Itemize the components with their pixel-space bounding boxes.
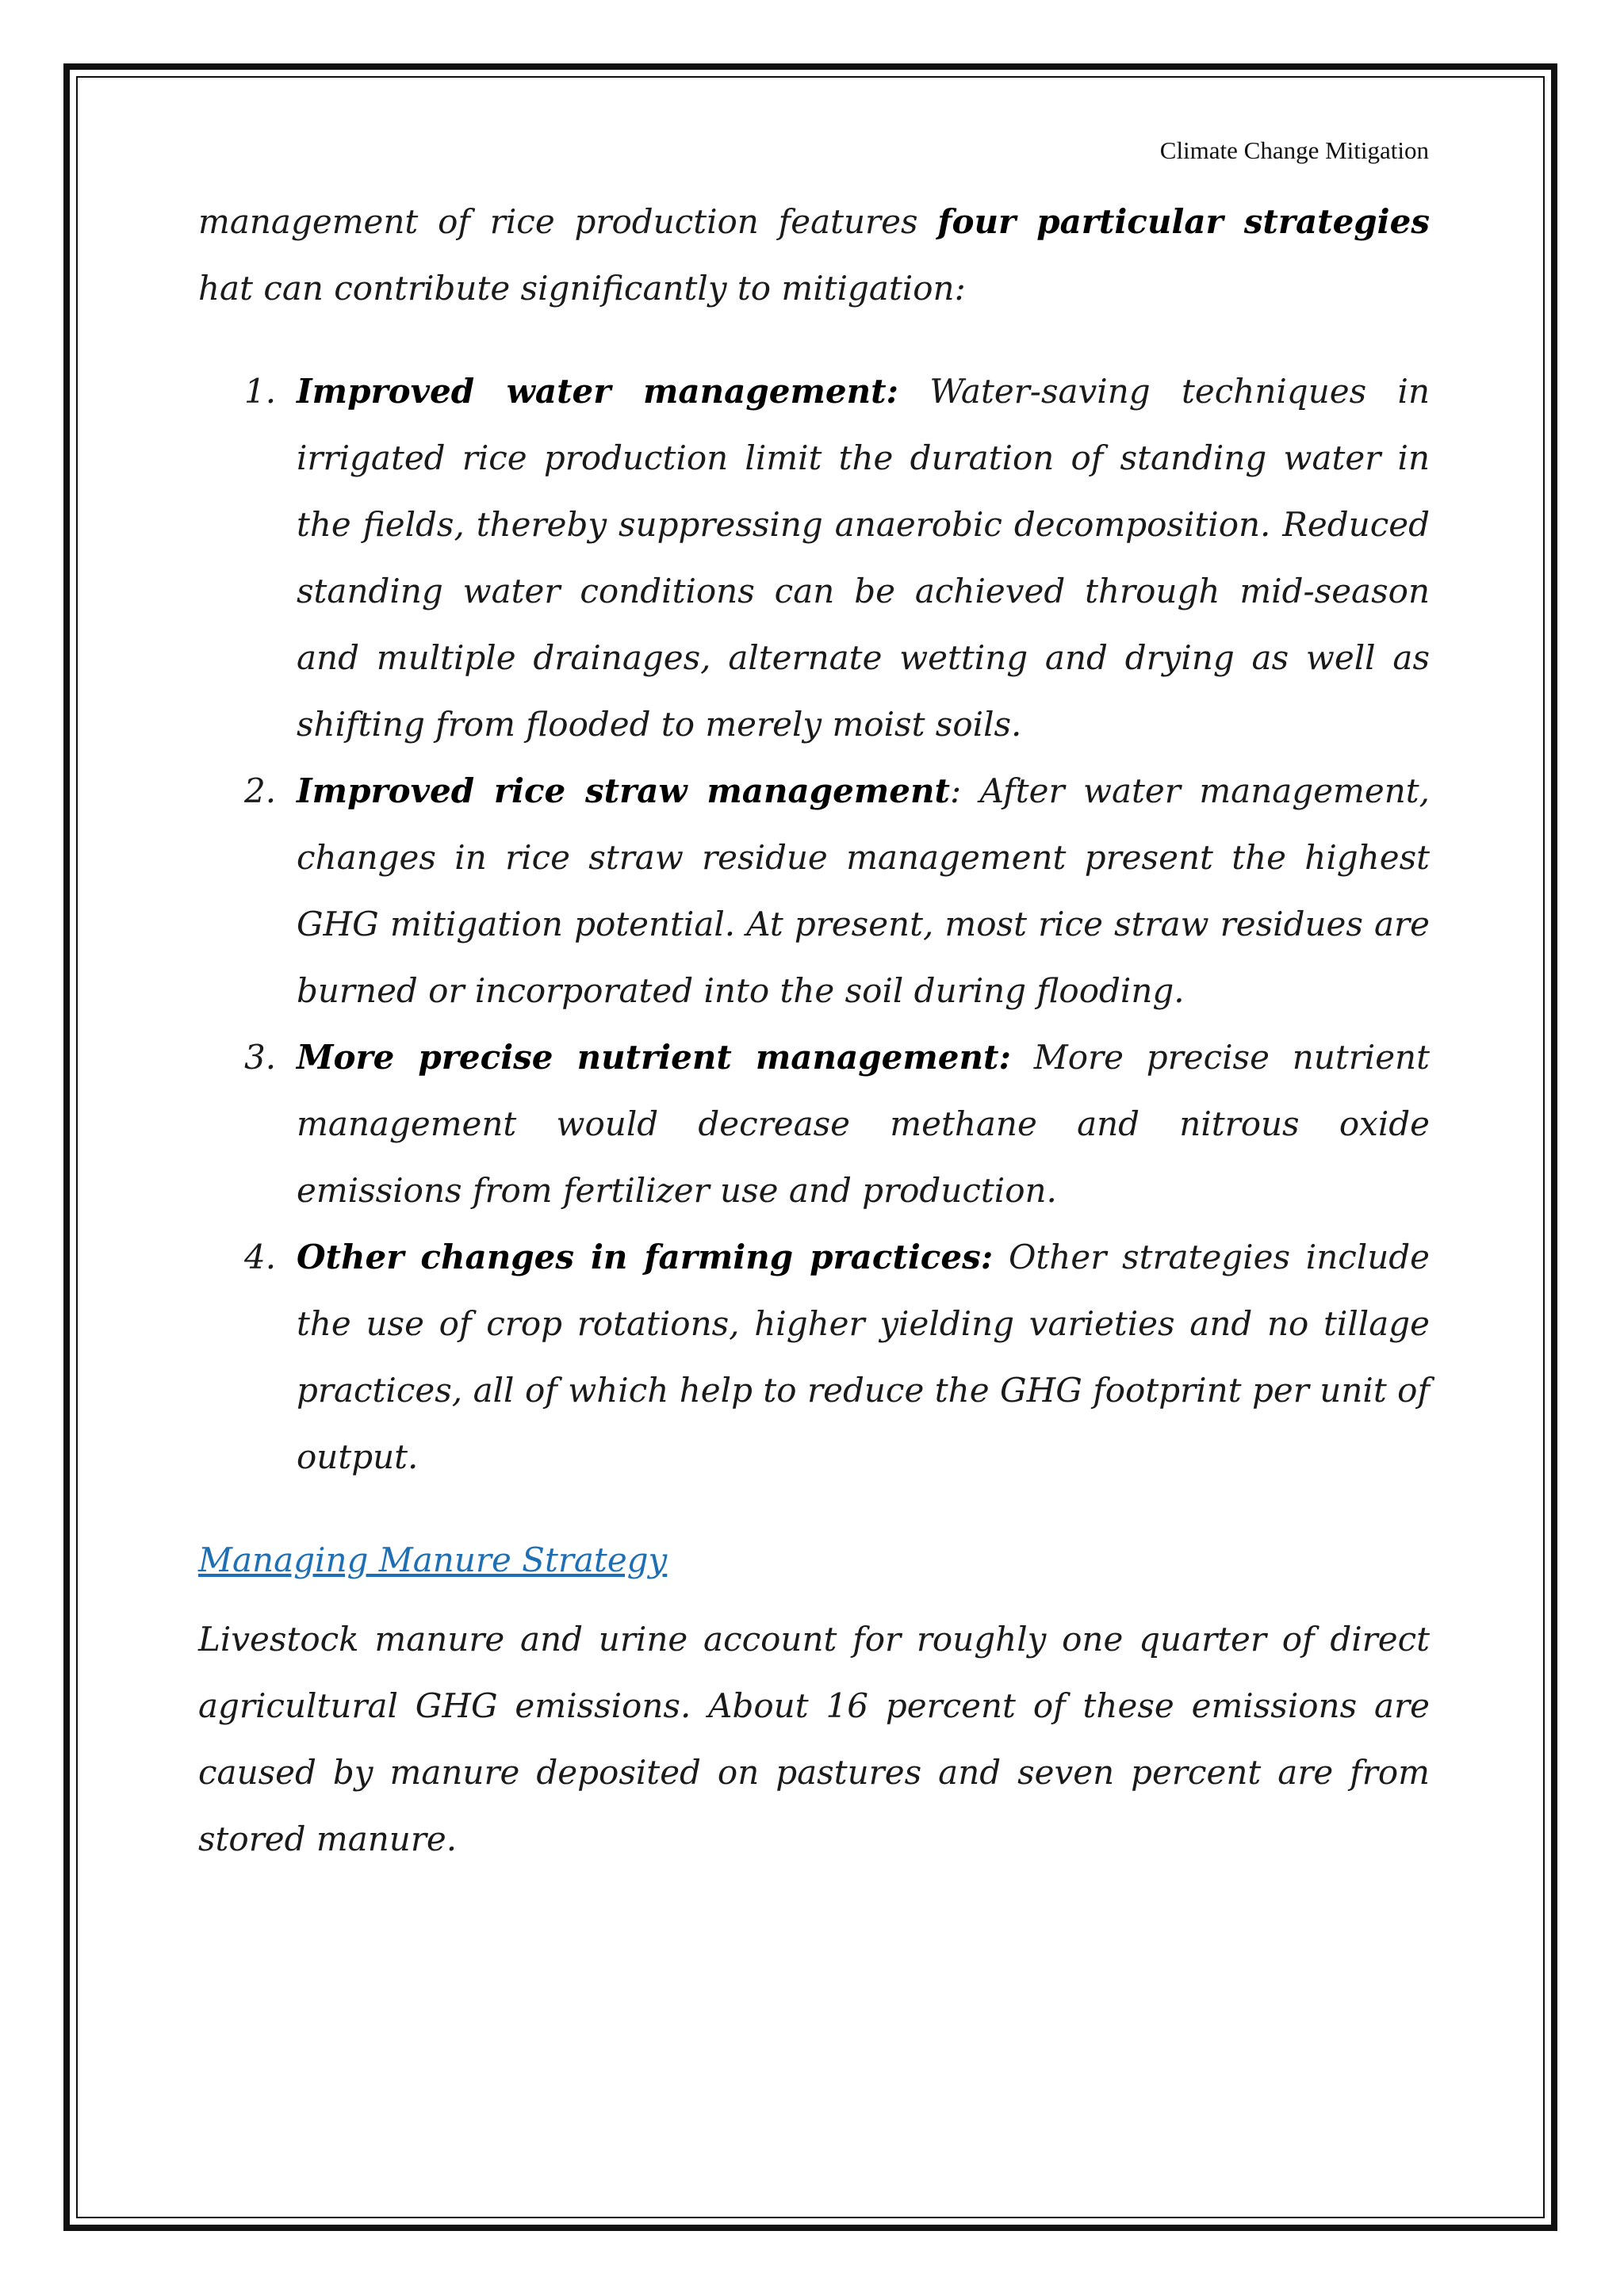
intro-text-after: hat can contribute significantly to mitigation: xyxy=(198,269,966,308)
strategy-text: Other strategies include the use of crop rotations, higher yielding varieties and no tillage practices, all of which help to reduce the GHG footprint per unit of output. xyxy=(297,1238,1430,1476)
intro-text-before: management of rice production features xyxy=(198,202,938,241)
list-number: 3. xyxy=(244,1038,277,1077)
strategy-text: More precise nutrient management would decrease methane and nitrous oxide emissions from fertilizer use and production. xyxy=(297,1038,1430,1210)
strategy-text: : After water management, changes in rice straw residue management present the highest GHG mitigation potential. At present, most rice straw residues are burned or incorporated into the soil during flooding. xyxy=(297,771,1431,1010)
strategy-list xyxy=(198,358,1430,1490)
strategy-title: Other changes in farming practices: xyxy=(297,1238,994,1276)
strategy-item-straw xyxy=(198,758,1430,1024)
strategy-item-water xyxy=(198,358,1430,758)
strategy-title: Improved rice straw management xyxy=(297,771,950,810)
document-body xyxy=(198,189,1430,1873)
running-header: Climate Change Mitigation xyxy=(1159,136,1429,164)
intro-bold-text: four particular strategies xyxy=(937,202,1430,241)
strategy-title: More precise nutrient management: xyxy=(297,1038,1011,1077)
strategy-item-nutrient xyxy=(198,1024,1430,1224)
strategy-title: Improved water management: xyxy=(297,372,899,411)
strategy-item-farming xyxy=(198,1224,1430,1490)
section-body: Livestock manure and urine account for roughly one quarter of direct agricultural GHG emissions. About 16 percent of these emissions are caused by manure deposited on pastures and seven percent are from stored manure. xyxy=(198,1620,1430,1858)
list-number: 4. xyxy=(244,1238,277,1276)
strategy-text: Water-saving techniques in irrigated rice production limit the duration of standing water in the fields, thereby suppressing anaerobic decomposition. Reduced standing water conditions can be achieved through mid-season and multiple drainages, alternate wetting and drying as well as shifting from flooded to merely moist soils. xyxy=(297,372,1430,744)
list-number: 1. xyxy=(244,372,277,411)
intro-paragraph xyxy=(198,189,1430,322)
section-heading-link[interactable]: Managing Manure Strategy xyxy=(198,1540,668,1579)
list-number: 2. xyxy=(244,771,277,810)
